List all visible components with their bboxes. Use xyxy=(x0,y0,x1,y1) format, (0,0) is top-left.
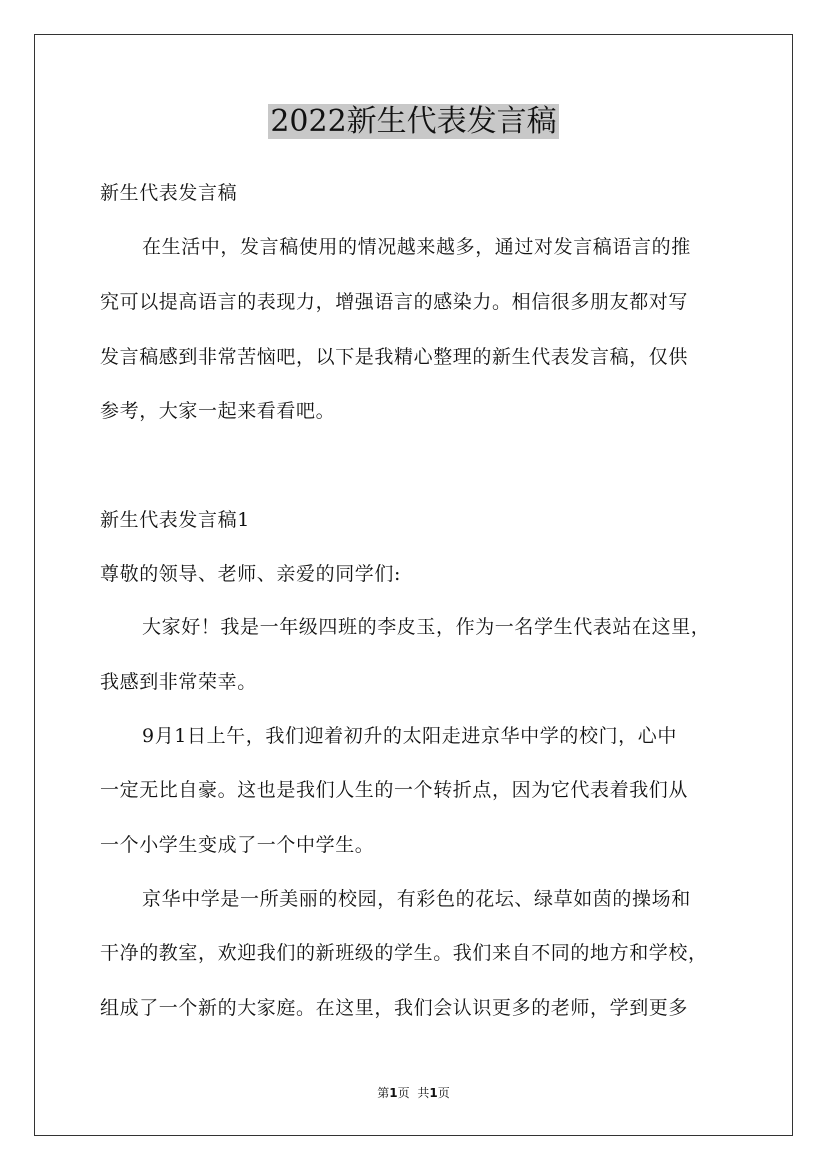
section-heading: 新生代表发言稿1 xyxy=(100,509,250,531)
intro-line-1: 在生活中，发言稿使用的情况越来越多，通过对发言稿语言的推 xyxy=(142,236,691,258)
paragraph3-line-1: 京华中学是一所美丽的校园，有彩色的花坛、绿草如茵的操场和 xyxy=(142,888,691,910)
footer-page-suffix: 页 xyxy=(397,1086,410,1100)
footer-page-current: 1 xyxy=(389,1086,398,1100)
intro-line-4: 参考，大家一起来看看吧。 xyxy=(100,400,336,422)
document-title: 2022新生代表发言稿 xyxy=(270,104,557,139)
paragraph3-line-3: 组成了一个新的大家庭。在这里，我们会认识更多的老师，学到更多 xyxy=(100,997,689,1019)
footer-page-total: 1 xyxy=(429,1086,438,1100)
intro-line-3: 发言稿感到非常苦恼吧，以下是我精心整理的新生代表发言稿，仅供 xyxy=(100,346,689,368)
paragraph1-line-2: 我感到非常荣幸。 xyxy=(100,671,257,693)
paragraph1-line-1: 大家好！我是一年级四班的李皮玉，作为一名学生代表站在这里， xyxy=(142,616,711,638)
page-footer xyxy=(0,1085,827,1101)
footer-page-prefix: 第 xyxy=(377,1086,390,1100)
footer-total-suffix: 页 xyxy=(437,1086,450,1100)
paragraph2-line-1: 9月1日上午，我们迎着初升的太阳走进京华中学的校门，心中 xyxy=(142,725,677,747)
paragraph2-line-2: 一定无比自豪。这也是我们人生的一个转折点，因为它代表着我们从 xyxy=(100,779,689,801)
paragraph2-line-3: 一个小学生变成了一个中学生。 xyxy=(100,834,375,856)
footer-total-prefix: 共 xyxy=(417,1086,430,1100)
document-subtitle: 新生代表发言稿 xyxy=(100,182,238,204)
intro-line-2: 究可以提高语言的表现力，增强语言的感染力。相信很多朋友都对写 xyxy=(100,291,689,313)
paragraph3-line-2: 干净的教室，欢迎我们的新班级的学生。我们来自不同的地方和学校， xyxy=(100,942,708,964)
salutation: 尊敬的领导、老师、亲爱的同学们: xyxy=(100,563,402,585)
